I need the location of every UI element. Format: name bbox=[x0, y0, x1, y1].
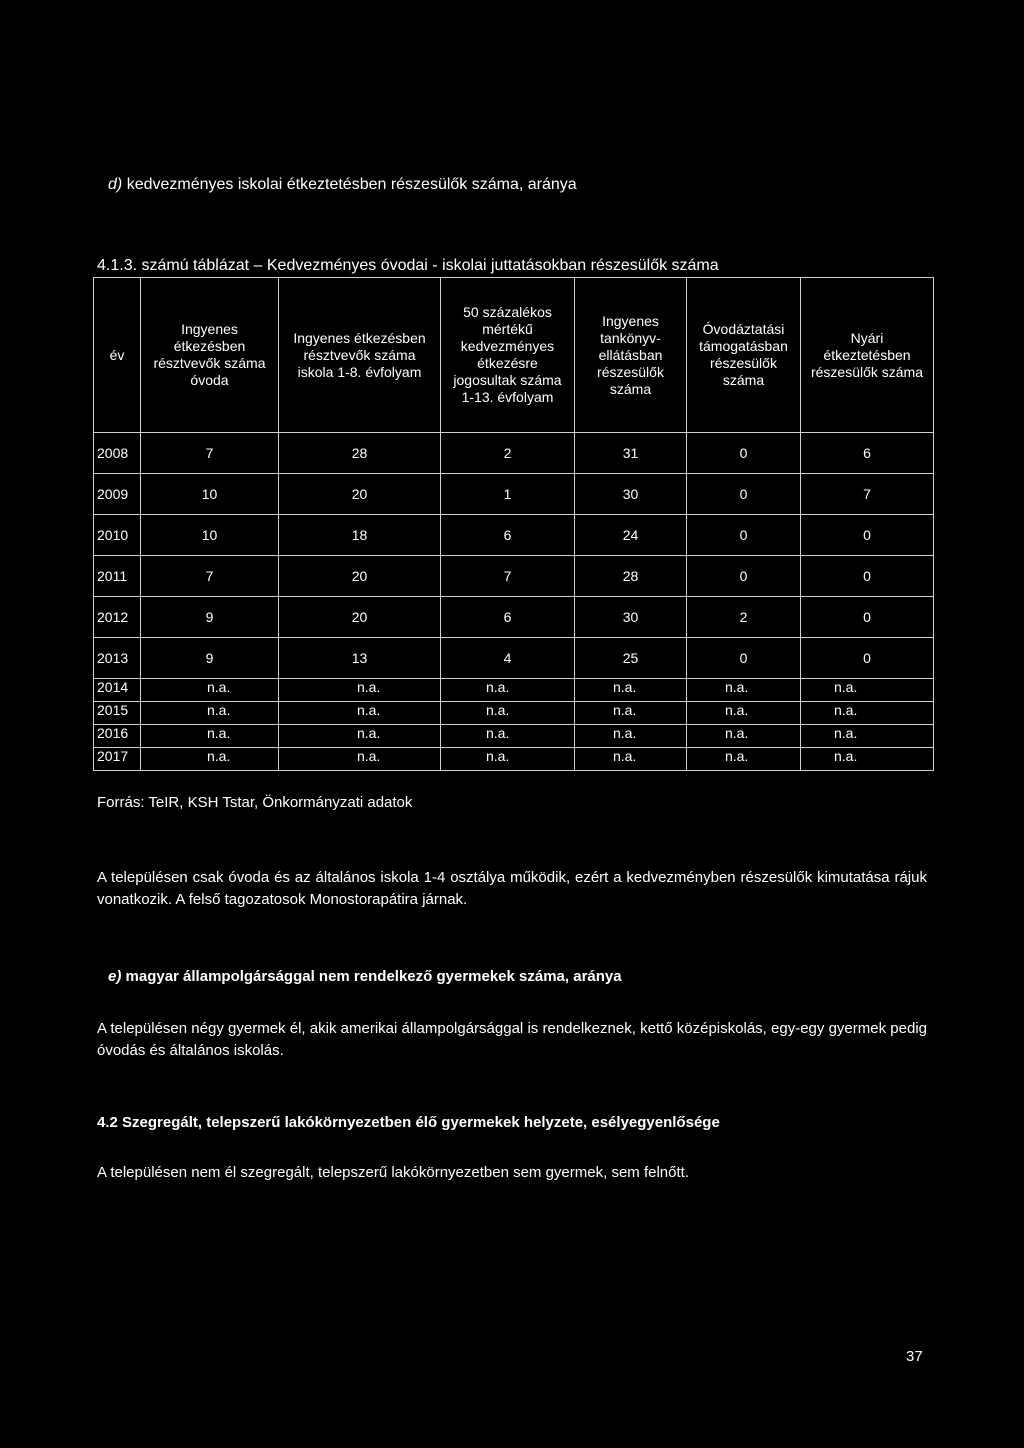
table-row bbox=[94, 638, 934, 679]
table-row bbox=[94, 515, 934, 556]
cell-value: n.a. bbox=[441, 679, 575, 702]
cell-value: n.a. bbox=[279, 679, 441, 702]
cell-value: n.a. bbox=[687, 679, 801, 702]
cell-value: n.a. bbox=[575, 702, 687, 725]
table-row bbox=[94, 748, 934, 771]
cell-value: n.a. bbox=[801, 679, 934, 702]
header-kindergarten-free-meals: Ingyenes étkezésben résztvevők száma óvoda bbox=[141, 278, 279, 433]
cell-value: n.a. bbox=[801, 702, 934, 725]
table-row bbox=[94, 679, 934, 702]
header-year: év bbox=[94, 278, 141, 433]
cell-value: 6 bbox=[441, 597, 575, 638]
cell-value: 0 bbox=[687, 515, 801, 556]
cell-value: 7 bbox=[801, 474, 934, 515]
table-body bbox=[94, 433, 934, 771]
table-row bbox=[94, 433, 934, 474]
cell-value: 1 bbox=[441, 474, 575, 515]
table-source: Forrás: TeIR, KSH Tstar, Önkormányzati adatok bbox=[97, 794, 413, 811]
cell-value: 7 bbox=[141, 556, 279, 597]
cell-value: n.a. bbox=[279, 702, 441, 725]
header-school-free-meals: Ingyenes étkezésben résztvevők száma iskola 1-8. évfolyam bbox=[279, 278, 441, 433]
cell-year: 2010 bbox=[94, 515, 141, 556]
cell-value: n.a. bbox=[687, 725, 801, 748]
cell-year: 2014 bbox=[94, 679, 141, 702]
cell-value: n.a. bbox=[141, 702, 279, 725]
cell-value: 2 bbox=[687, 597, 801, 638]
cell-value: 4 bbox=[441, 638, 575, 679]
cell-value: n.a. bbox=[441, 748, 575, 771]
section-e-title: magyar állampolgársággal nem rendelkező gyermekek száma, aránya bbox=[125, 968, 622, 985]
paragraph-segregation: A településen nem él szegregált, telepszerű lakókörnyezetben sem gyermek, sem felnőtt. bbox=[97, 1164, 689, 1181]
cell-value: n.a. bbox=[279, 748, 441, 771]
cell-value: n.a. bbox=[687, 748, 801, 771]
cell-year: 2008 bbox=[94, 433, 141, 474]
header-discount-meals: 50 százalékos mértékű kedvezményes étkezésre jogosultak száma 1-13. évfolyam bbox=[441, 278, 575, 433]
cell-value: 0 bbox=[801, 515, 934, 556]
cell-value: 30 bbox=[575, 597, 687, 638]
page-number: 37 bbox=[906, 1348, 923, 1365]
paragraph-kindergarten-note: A településen csak óvoda és az általános iskola 1-4 osztálya működik, ezért a kedvezményben részesülők kimutatása rájuk vonatkozik. A felső tagozatosok Monostorapátira járnak. bbox=[97, 869, 927, 908]
cell-value: 30 bbox=[575, 474, 687, 515]
cell-value: 0 bbox=[801, 556, 934, 597]
cell-value: 2 bbox=[441, 433, 575, 474]
cell-year: 2012 bbox=[94, 597, 141, 638]
cell-value: 0 bbox=[687, 556, 801, 597]
header-kindergarten-support: Óvodáztatási támogatásban részesülők száma bbox=[687, 278, 801, 433]
cell-year: 2016 bbox=[94, 725, 141, 748]
cell-value: 13 bbox=[279, 638, 441, 679]
cell-value: 0 bbox=[687, 474, 801, 515]
cell-value: 0 bbox=[687, 433, 801, 474]
cell-year: 2009 bbox=[94, 474, 141, 515]
table-row bbox=[94, 556, 934, 597]
cell-value: n.a. bbox=[141, 725, 279, 748]
cell-value: 10 bbox=[141, 515, 279, 556]
cell-value: n.a. bbox=[441, 725, 575, 748]
cell-value: n.a. bbox=[141, 679, 279, 702]
cell-value: 0 bbox=[801, 638, 934, 679]
cell-value: 20 bbox=[279, 597, 441, 638]
cell-value: 10 bbox=[141, 474, 279, 515]
section-e-heading bbox=[108, 968, 622, 985]
cell-value: 20 bbox=[279, 556, 441, 597]
cell-value: 28 bbox=[575, 556, 687, 597]
cell-value: 20 bbox=[279, 474, 441, 515]
cell-year: 2013 bbox=[94, 638, 141, 679]
cell-value: 9 bbox=[141, 638, 279, 679]
cell-value: n.a. bbox=[801, 748, 934, 771]
cell-value: 31 bbox=[575, 433, 687, 474]
cell-value: n.a. bbox=[575, 725, 687, 748]
table-row bbox=[94, 597, 934, 638]
cell-value: 7 bbox=[441, 556, 575, 597]
cell-value: n.a. bbox=[801, 725, 934, 748]
cell-value: n.a. bbox=[141, 748, 279, 771]
cell-value: 28 bbox=[279, 433, 441, 474]
section-d-title: kedvezményes iskolai étkeztetésben részesülők száma, aránya bbox=[126, 176, 577, 193]
cell-value: n.a. bbox=[575, 679, 687, 702]
table-row bbox=[94, 474, 934, 515]
table-caption: 4.1.3. számú táblázat – Kedvezményes óvodai - iskolai juttatásokban részesülők száma bbox=[97, 257, 719, 274]
cell-value: 0 bbox=[801, 597, 934, 638]
cell-value: 6 bbox=[801, 433, 934, 474]
cell-value: 0 bbox=[687, 638, 801, 679]
benefits-table bbox=[93, 277, 934, 771]
section-4-2-heading: 4.2 Szegregált, telepszerű lakókörnyezetben élő gyermekek helyzete, esélyegyenlősége bbox=[97, 1114, 720, 1131]
cell-value: n.a. bbox=[687, 702, 801, 725]
cell-value: n.a. bbox=[279, 725, 441, 748]
cell-value: 6 bbox=[441, 515, 575, 556]
cell-value: 9 bbox=[141, 597, 279, 638]
cell-value: n.a. bbox=[575, 748, 687, 771]
cell-value: n.a. bbox=[441, 702, 575, 725]
header-free-textbooks: Ingyenes tankönyv-ellátásban részesülők száma bbox=[575, 278, 687, 433]
cell-value: 25 bbox=[575, 638, 687, 679]
cell-value: 7 bbox=[141, 433, 279, 474]
section-d-heading bbox=[108, 176, 577, 194]
cell-year: 2015 bbox=[94, 702, 141, 725]
cell-value: 24 bbox=[575, 515, 687, 556]
paragraph-citizenship: A településen négy gyermek él, akik amerikai állampolgársággal is rendelkeznek, kettő középiskolás, egy-egy gyermek pedig óvodás és általános iskolás. bbox=[97, 1020, 927, 1059]
table-row bbox=[94, 702, 934, 725]
header-summer-meals: Nyári étkeztetésben részesülők száma bbox=[801, 278, 934, 433]
table-header-row bbox=[94, 278, 934, 433]
section-d-marker: d) bbox=[108, 176, 123, 193]
cell-year: 2011 bbox=[94, 556, 141, 597]
section-e-marker: e) bbox=[108, 968, 122, 985]
cell-value: 18 bbox=[279, 515, 441, 556]
cell-year: 2017 bbox=[94, 748, 141, 771]
table-row bbox=[94, 725, 934, 748]
